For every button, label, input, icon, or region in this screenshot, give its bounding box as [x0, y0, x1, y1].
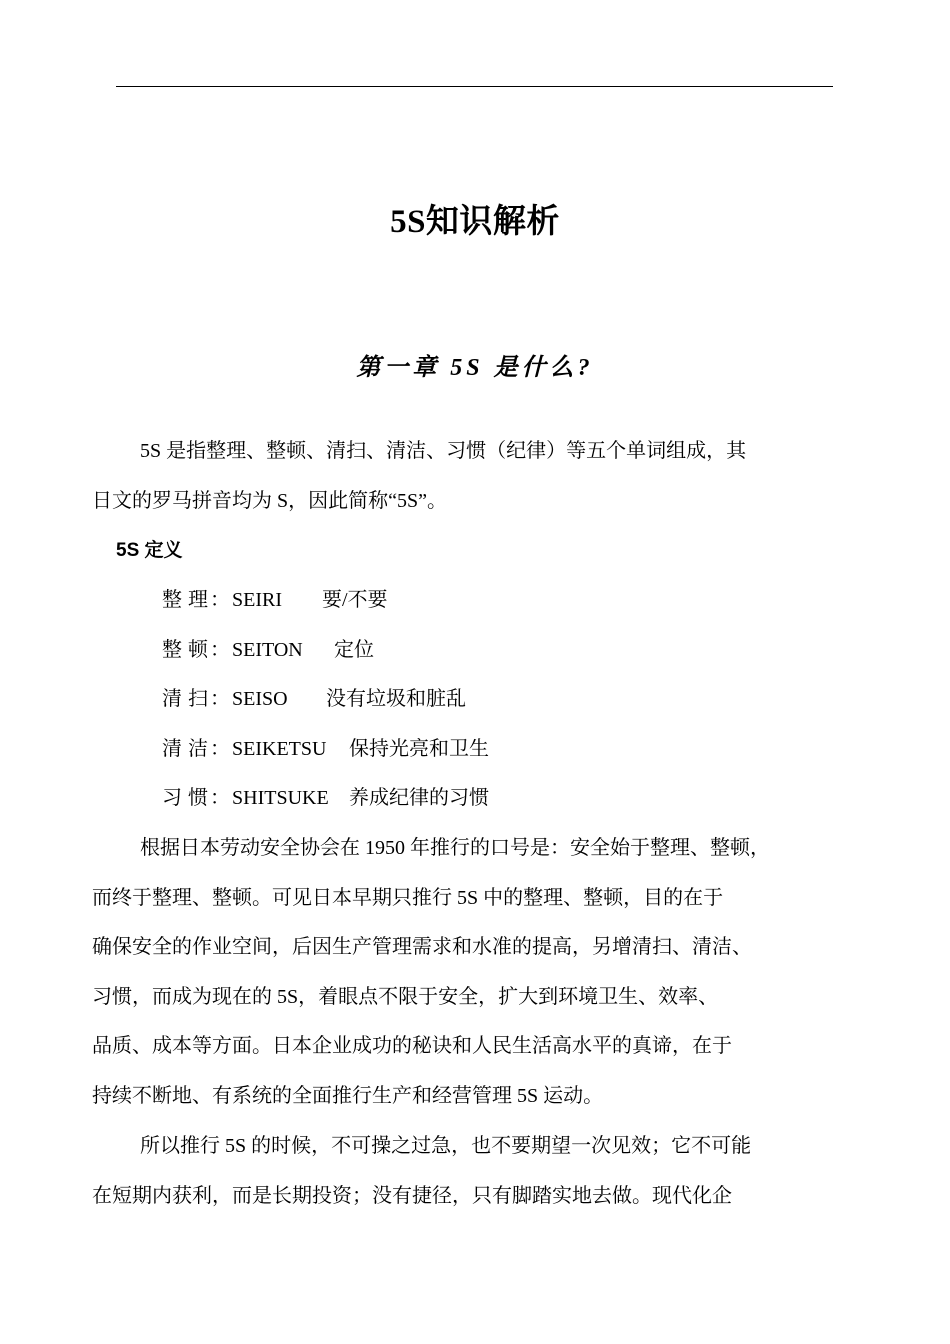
- history-paragraph: [92, 824, 846, 1121]
- chapter-title: 第一章 5S 是什么?: [356, 355, 594, 381]
- definition-code: SEIRI: [232, 589, 282, 611]
- definition-meaning: 定位: [334, 638, 374, 661]
- definition-list: [162, 576, 489, 824]
- history-line-6: 持续不断地、有系统的全面推行生产和经营管理 5S 运动。: [92, 1084, 604, 1107]
- definition-colon: ：: [210, 787, 230, 809]
- history-line-4: 习惯，而成为现在的 5S，着眼点不限于安全，扩大到环境卫生、效率、: [92, 985, 719, 1008]
- definition-term: 整顿: [162, 638, 214, 661]
- history-line-2: 而终于整理、整顿。可见日本早期只推行 5S 中的整理、整顿，目的在于: [92, 886, 724, 909]
- history-line-3: 确保安全的作业空间，后因生产管理需求和水准的提高，另增清扫、清洁、: [92, 936, 752, 958]
- definition-code: SEITON: [232, 638, 303, 661]
- closing-paragraph: [92, 1122, 846, 1221]
- intro-paragraph: [92, 427, 846, 526]
- history-line-5: 品质、成本等方面。日本企业成功的秘诀和人民生活高水平的真谛，在于: [92, 1035, 732, 1057]
- definition-meaning: 养成纪律的习惯: [349, 787, 489, 809]
- intro-line-2: 日文的罗马拼音均为 S，因此简称“5S”。: [92, 489, 447, 512]
- history-line-1: 根据日本劳动安全协会在 1950 年推行的口号是：安全始于整理、整顿，: [140, 837, 770, 859]
- definition-colon: ：: [210, 737, 230, 760]
- definition-heading: 5S 定义: [116, 540, 183, 561]
- document-title: 5S知识解析: [390, 204, 560, 240]
- definition-colon: ：: [210, 638, 230, 661]
- definition-item-seiton: [162, 626, 489, 676]
- definition-item-seiso: [162, 675, 489, 725]
- definition-term: 整理: [162, 589, 214, 611]
- closing-line-1: 所以推行 5S 的时候，不可操之过急，也不要期望一次见效；它不可能: [140, 1135, 752, 1157]
- intro-line-1: 5S 是指整理、整顿、清扫、清洁、习惯（纪律）等五个单词组成，其: [140, 440, 747, 462]
- definition-item-shitsuke: [162, 774, 489, 824]
- header-rule: [116, 86, 833, 87]
- definition-meaning: 要/不要: [322, 589, 388, 611]
- definition-code: SEISO: [232, 688, 288, 710]
- definition-item-seiri: [162, 576, 489, 626]
- definition-term: 清扫: [162, 688, 214, 710]
- definition-meaning: 没有垃圾和脏乱: [326, 688, 466, 710]
- definition-colon: ：: [210, 688, 230, 710]
- closing-line-2: 在短期内获利，而是长期投资；没有捷径，只有脚踏实地去做。现代化企: [92, 1184, 732, 1207]
- definition-code: SHITSUKE: [232, 787, 329, 809]
- definition-colon: ：: [210, 589, 230, 611]
- definition-term: 清洁: [162, 737, 214, 760]
- definition-item-seiketsu: [162, 725, 489, 775]
- definition-meaning: 保持光亮和卫生: [349, 737, 489, 760]
- definition-term: 习惯: [162, 787, 214, 809]
- definition-code: SEIKETSU: [232, 737, 327, 760]
